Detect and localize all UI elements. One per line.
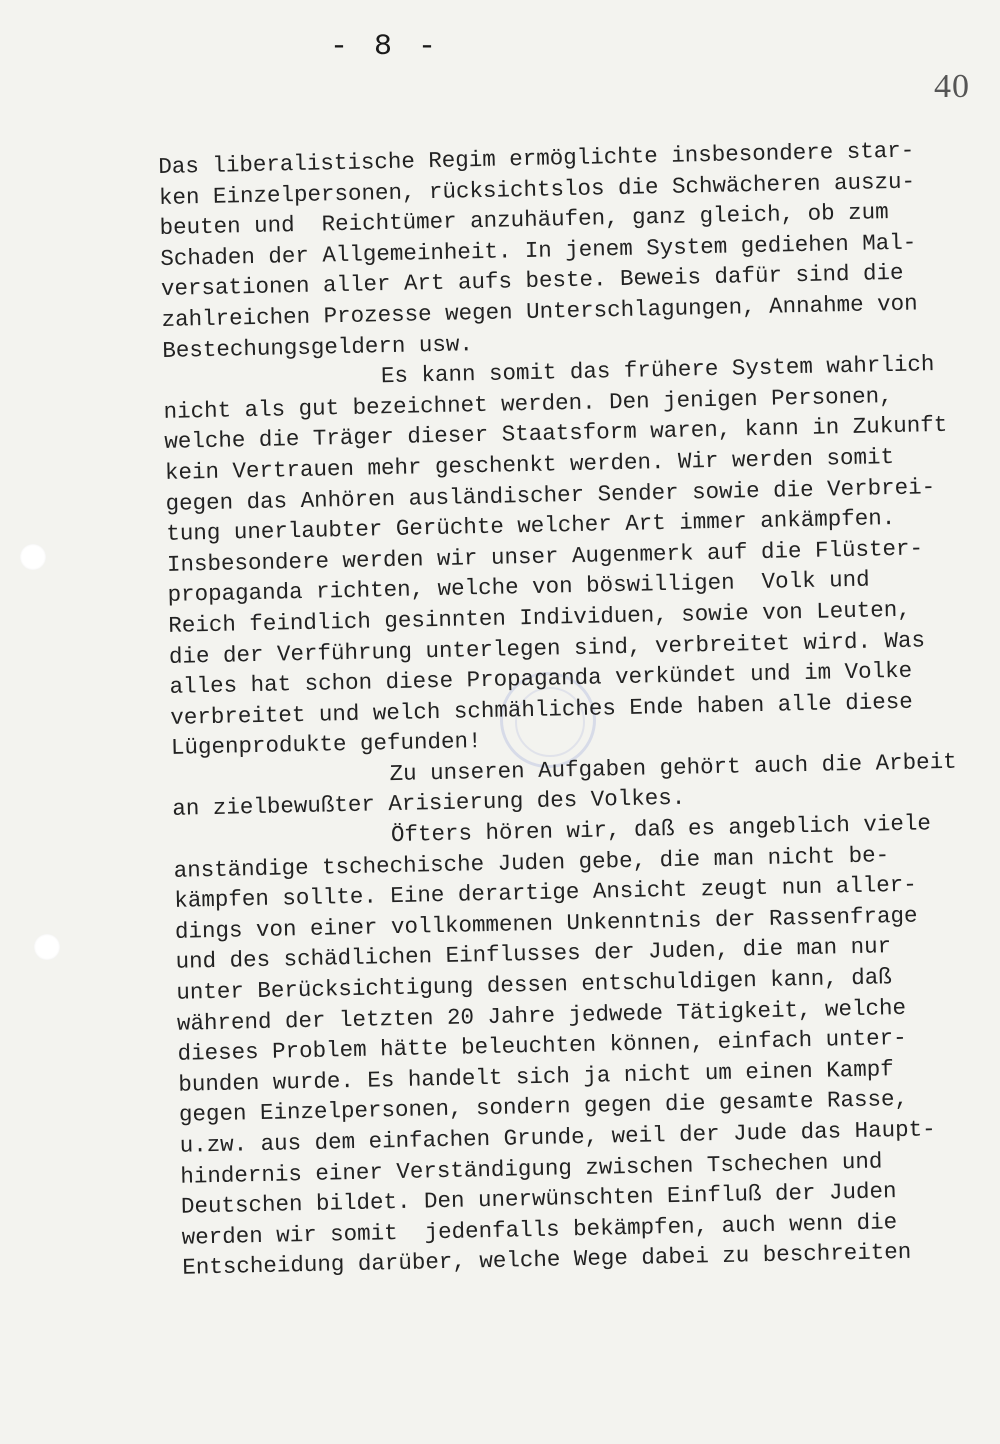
text-line: welche die Träger dieser Staatsform waren, kann in Zukunft — [164, 412, 948, 456]
text-line: u.zw. aus dem einfachen Grunde, weil der Jude das Haupt- — [179, 1116, 936, 1159]
text-line: tung unerlaubter Gerüchte welcher Art immer ankämpfen. — [166, 505, 896, 548]
text-line: Reich feindlich gesinnten Individuen, sowie von Leuten, — [168, 596, 912, 639]
text-line: zahlreichen Prozesse wegen Unterschlagungen, Annahme von — [161, 290, 918, 333]
punch-hole-top — [20, 544, 46, 570]
text-line: kämpfen sollte. Eine derartige Ansicht zeugt nun aller- — [174, 871, 918, 915]
text-line: anständige tschechische Juden gebe, die man nicht be- — [173, 841, 890, 884]
folio-number: 40 — [934, 68, 970, 105]
text-line: nicht als gut bezeichnet werden. Den jenigen Personen, — [163, 382, 893, 425]
text-line: ken Einzelpersonen, rücksichtslos die Schwächeren auszu- — [158, 168, 916, 211]
text-line: die der Verführung unterlegen sind, verbreitet wird. Was — [168, 626, 926, 670]
text-line: werden wir somit jedenfalls bekämpfen, auch wenn die — [181, 1208, 898, 1251]
text-line: propaganda richten, welche von böswilligen Volk und — [167, 566, 870, 609]
text-line: Entscheidung darüber, welche Wege dabei zu beschreiten — [182, 1239, 912, 1282]
punch-hole-bottom — [34, 934, 60, 960]
text-line: hindernis einer Verständigung zwischen Tschechen und — [180, 1148, 883, 1190]
text-line: alles hat schon diese Propaganda verkündet und im Volke — [169, 657, 913, 700]
paragraph-start-line: Es kann somit das frühere System wahrlich — [380, 351, 935, 390]
text-line: Das liberalistische Regim ermöglichte insbesondere star- — [158, 137, 915, 180]
typewritten-body — [158, 135, 973, 1284]
paragraph-start-line: Zu unseren Aufgaben gehört auch die Arbeit — [389, 748, 957, 787]
text-line: Bestechungsgeldern usw. — [162, 330, 474, 364]
text-line: Lügenprodukte gefunden! — [170, 728, 482, 762]
text-line: gegen Einzelpersonen, sondern gegen die gesamte Rasse, — [178, 1086, 909, 1129]
text-line: dings von einer vollkommenen Unkenntnis der Rassenfrage — [174, 902, 918, 945]
text-line: beuten und Reichtümer anzuhäufen, ganz gleich, ob zum — [159, 199, 889, 242]
text-line: Insbesondere werden wir unser Augenmerk auf die Flüster- — [166, 535, 924, 578]
text-line: unter Berücksichtigung dessen entschuldigen kann, daß — [176, 964, 893, 1006]
text-line: und des schädlichen Einflusses der Juden, die man nur — [175, 933, 892, 976]
paragraph-start-line: Öfters hören wir, daß es angeblich viele — [390, 810, 932, 849]
text-line: Deutschen bildet. Den unerwünschten Einfluß der Juden — [180, 1178, 897, 1220]
text-line: kein Vertrauen mehr geschenkt werden. Wir werden somit — [164, 443, 895, 486]
page-number: - 8 - — [329, 30, 440, 64]
text-line: gegen das Anhören ausländischer Sender sowie die Verbrei- — [165, 473, 936, 517]
text-line: bunden wurde. Es handelt sich ja nicht um einen Kampf — [178, 1055, 895, 1098]
text-line: dieses Problem hätte beleuchten können, einfach unter- — [177, 1025, 907, 1068]
text-line: Schaden der Allgemeinheit. In jenem System gediehen Mal- — [160, 229, 917, 272]
text-line: an zielbewußter Arisierung des Volkes. — [172, 785, 686, 823]
text-line: verbreitet und welch schmähliches Ende haben alle diese — [170, 688, 914, 731]
text-line: versationen aller Art aufs beste. Beweis dafür sind die — [160, 260, 904, 303]
text-line: während der letzten 20 Jahre jedwede Tätigkeit, welche — [176, 994, 907, 1037]
